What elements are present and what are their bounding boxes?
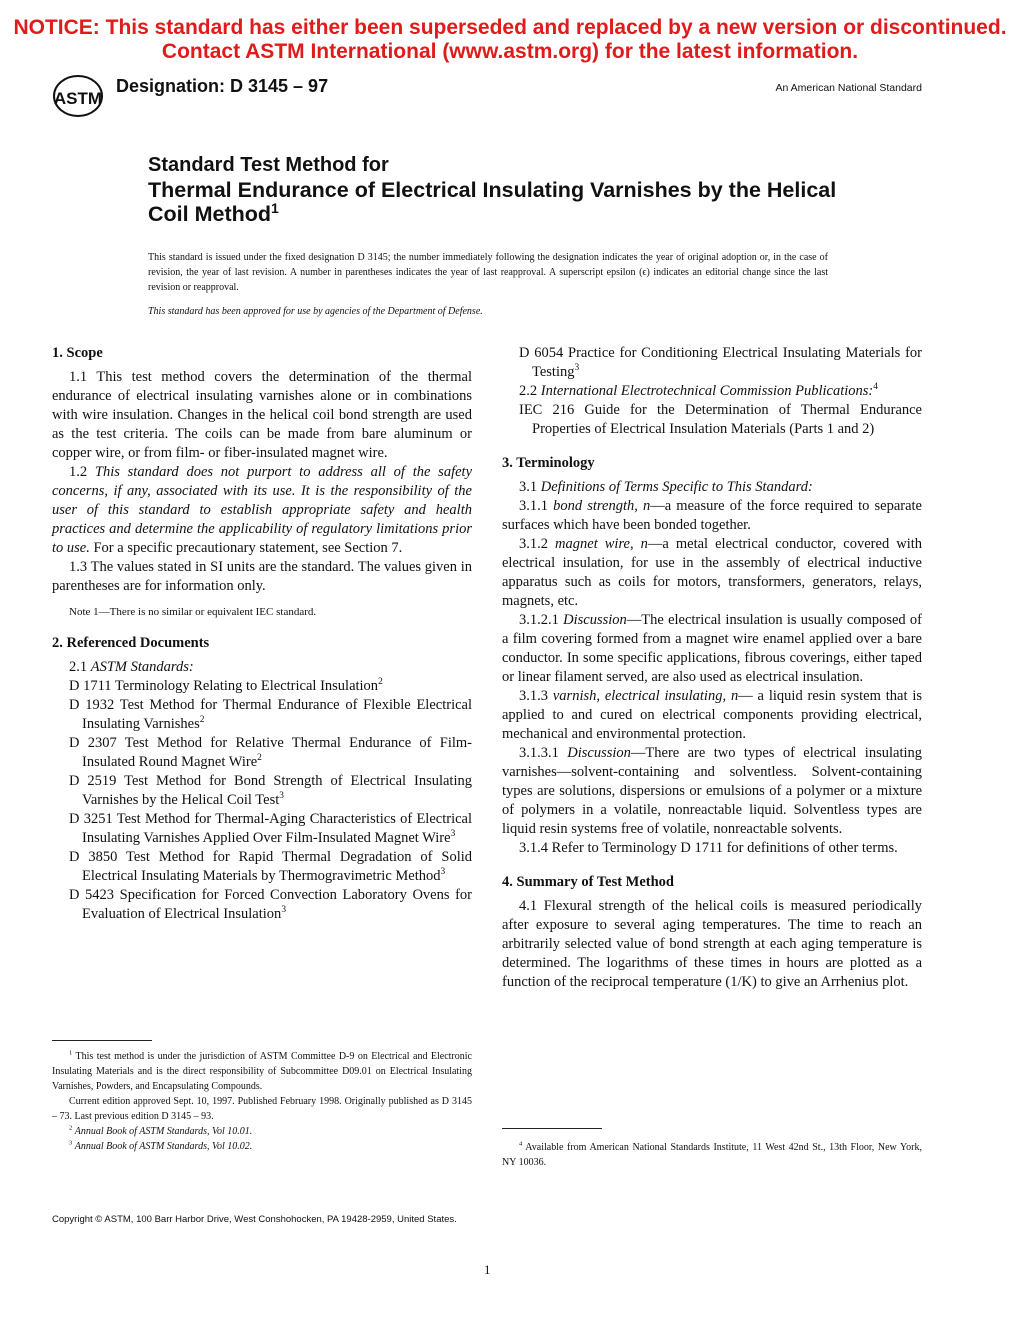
scope-1-3: 1.3 The values stated in SI units are the standard. The values given in parentheses are for information only. — [52, 559, 472, 594]
term-3-1-3: 3.1.3 varnish, electrical insulating, n— a liquid resin system that is applied to and cured on electrical components providing electrical, mechanical and environmental protection. — [502, 688, 923, 742]
term-3-1: 3.1 Definitions of Terms Specific to This Standard: — [519, 479, 813, 495]
title-footnote-mark: 1 — [271, 199, 279, 216]
term-3-1-2: 3.1.2 magnet wire, n—a metal electrical conductor, covered with electrical insulation, for use in the assembly of electrical inductive apparatus such as coils for motors, transformers, generators, relays, magnets, etc. — [502, 536, 923, 609]
scope-heading: 1. Scope — [52, 345, 103, 361]
term-3-1-2-1: 3.1.2.1 Discussion—The electrical insulation is usually composed of a film covering formed from a magnet wire enamel applied over a bare conductor. In some specific applications, fibrous coverings, either taped or linear filament served, are also used as electrical insulation. — [502, 612, 923, 685]
title-line-2: Thermal Endurance of Electrical Insulating Varnishes by the Helical Coil Method — [148, 178, 837, 226]
copyright: Copyright © ASTM, 100 Barr Harbor Drive, West Conshohocken, PA 19428-2959, United States. — [52, 1214, 457, 1225]
ref-item: D 6054 Practice for Conditioning Electrical Insulating Materials for Testing$^3$ — [519, 345, 922, 380]
summary-heading: 4. Summary of Test Method — [502, 874, 674, 890]
ref-item: D 1711 Terminology Relating to Electrical Insulation$^2$ — [69, 677, 383, 694]
ref-item: D 2519 Test Method for Bond Strength of Electrical Insulating Varnishes by the Helical Coil Test$^3$ — [69, 773, 472, 808]
document-title — [148, 178, 868, 226]
term-3-1-3-1: 3.1.3.1 Discussion—There are two types of electrical insulating varnishes—solvent-containing and solventless. Solvent-containing types are solutions, dispersions or emulsions of a polymer or a mixture of polymers in a volatile, nonreactable liquid. Solventless types are liquid resin systems free of volatile, nonreactable solvents. — [502, 745, 922, 837]
footnote-1-edition: Current edition approved Sept. 10, 1997. Published February 1998. Originally published as D 3145 – 73. Last previous edition D 3145 – 93. — [52, 1096, 472, 1122]
astm-standards-label: 2.1 ASTM Standards: — [69, 659, 194, 675]
ref-item: D 1932 Test Method for Thermal Endurance of Flexible Electrical Insulating Varnishes$^2$ — [69, 697, 472, 732]
astm-logo-icon — [52, 74, 104, 118]
right-footnotes — [502, 1140, 922, 1170]
note-1: Note 1—There is no similar or equivalent IEC standard. — [69, 606, 317, 618]
iec-publications-label: 2.2 International Electrotechnical Commission Publications:$^4$ — [519, 382, 878, 399]
ref-item: D 3850 Test Method for Rapid Thermal Degradation of Solid Electrical Insulating Materials by Thermogravimetric Method$^3$ — [69, 849, 472, 884]
intro-paragraph: This standard is issued under the fixed designation D 3145; the number immediately following the designation indicates the year of original adoption or, in the case of revision, the year of last revision. A number in parentheses indicates the year of last reapproval. A superscript epsilon (ϵ) indicates an editorial change since the last revision or reapproval. — [148, 252, 828, 293]
left-footnotes — [52, 1049, 472, 1154]
term-3-1-4: 3.1.4 Refer to Terminology D 1711 for definitions of other terms. — [519, 840, 898, 856]
referenced-documents-heading: 2. Referenced Documents — [52, 635, 210, 651]
footnote-3: $^3$ Annual Book of ASTM Standards, Vol 10.02. — [69, 1139, 253, 1152]
footnote-divider-right — [502, 1128, 602, 1129]
scope-1-2: 1.2 This standard does not purport to address all of the safety concerns, if any, associated with its use. It is the responsibility of the user of this standard to establish appropriate safety and health practices and determine the applicability of regulatory limitations prior to use. For a specific precautionary statement, see Section 7. — [52, 464, 473, 556]
notice-line-2: Contact ASTM International (www.astm.org) for the latest information. — [161, 40, 859, 63]
term-3-1-1: 3.1.1 bond strength, n—a measure of the force required to separate surfaces which have been bonded together. — [502, 498, 922, 533]
ref-item: D 2307 Test Method for Relative Thermal Endurance of Film-Insulated Round Magnet Wire$^2$ — [69, 735, 472, 770]
ref-item: D 5423 Specification for Forced Convection Laboratory Ovens for Evaluation of Electrical Insulation$^3$ — [69, 887, 472, 922]
title-line-1: Standard Test Method for — [148, 154, 389, 176]
footnote-1: $^1$ This test method is under the jurisdiction of ASTM Committee D-9 on Electrical and Electronic Insulating Materials and is the direct responsibility of Subcommittee D09.01 on Electrical Insulating Varnishes, Powders, and Encapsulating Compounds. — [52, 1049, 472, 1092]
approval-statement: This standard has been approved for use by agencies of the Department of Defense. — [148, 306, 483, 317]
ref-item: D 3251 Test Method for Thermal-Aging Characteristics of Electrical Insulating Varnishes Applied Over Film-Insulated Magnet Wire$^3$ — [69, 811, 472, 846]
iec-216-item: IEC 216 Guide for the Determination of Thermal Endurance Properties of Electrical Insulation Materials (Parts 1 and 2) — [519, 402, 922, 437]
logo-text: ASTM — [53, 89, 103, 108]
national-standard-label: An American National Standard — [775, 82, 922, 94]
right-column — [502, 344, 922, 992]
notice-line-1: NOTICE: This standard has either been superseded and replaced by a new version or discontinued. — [13, 16, 1007, 39]
terminology-heading: 3. Terminology — [502, 455, 595, 471]
left-column — [52, 344, 472, 924]
footnote-4: $^4$ Available from American National Standards Institute, 11 West 42nd St., 13th Floor, New York, NY 10036. — [502, 1140, 922, 1168]
summary-4-1: 4.1 Flexural strength of the helical coils is measured periodically after exposure to several aging temperatures. The time to reach an arbitrarily selected value of bond strength at each aging temperature is determined. The logarithms of these times in hours are plotted as a function of the reciprocal temperature (1/K) to give an Arrhenius plot. — [502, 898, 922, 990]
footnote-2: $^2$ Annual Book of ASTM Standards, Vol 10.01. — [69, 1124, 253, 1137]
designation: Designation: D 3145 – 97 — [116, 76, 329, 96]
page-number: 1 — [484, 1262, 491, 1277]
scope-1-1: 1.1 This test method covers the determination of the thermal endurance of electrical insulating varnishes alone or in combinations with wire insulation. Changes in the helical coil bond strength are used as the test criteria. The coils can be made from bare aluminum or copper wire, or from film- or fiber-insulated magnet wire. — [52, 369, 472, 461]
footnote-divider — [52, 1040, 152, 1041]
